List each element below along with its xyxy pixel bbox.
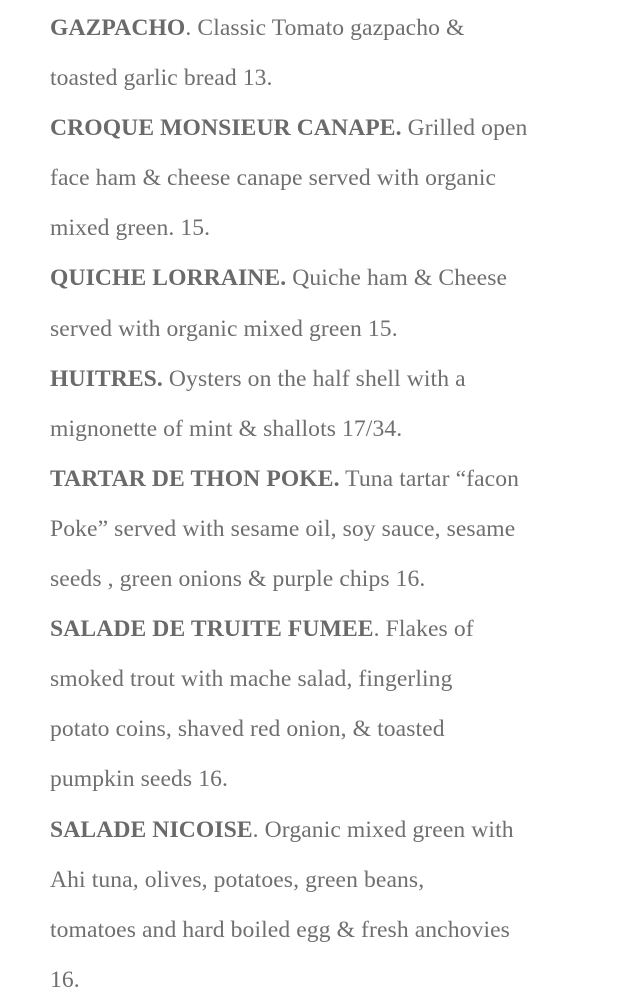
menu-item-description: Oysters on the half shell with a xyxy=(162,365,466,392)
menu-item-description: potato coins, shaved red onion, & toasted xyxy=(50,716,445,743)
menu-item-name: CROQUE MONSIEUR CANAPE. xyxy=(50,115,402,142)
menu-item-description: Ahi tuna, olives, potatoes, green beans, xyxy=(50,866,425,893)
menu-item-name: SALADE NICOISE xyxy=(50,816,253,843)
menu-item-name: QUICHE LORRAINE. xyxy=(50,265,287,292)
menu-item-description: . Flakes of xyxy=(373,616,474,643)
menu-item-name: TARTAR DE THON POKE. xyxy=(50,465,340,492)
menu-item-description: . Organic mixed green with xyxy=(252,816,514,843)
menu-item-description: mixed green. 15. xyxy=(50,215,211,242)
menu-item-description: . Classic Tomato gazpacho & xyxy=(185,15,465,41)
menu-item-description: 16. xyxy=(50,966,80,993)
menu-item-name: GAZPACHO xyxy=(50,15,186,41)
menu-item-description: seeds , green onions & purple chips 16. xyxy=(50,566,426,593)
menu-item-name: SALADE DE TRUITE FUMEE xyxy=(50,616,374,643)
menu-item-huitres xyxy=(50,354,610,454)
menu-item-croque-monsieur-canape xyxy=(50,103,610,253)
menu-item-description: served with organic mixed green 15. xyxy=(50,315,398,342)
menu-item-salade-nicoise xyxy=(50,805,610,1005)
menu-item-description: tomatoes and hard boiled egg & fresh anchovies xyxy=(50,916,510,943)
menu-item-salade-de-truite-fumee xyxy=(50,604,610,804)
menu-item-description: Poke” served with sesame oil, soy sauce, sesame xyxy=(50,515,516,542)
menu-list xyxy=(50,3,610,1005)
menu-item-name: HUITRES. xyxy=(50,365,163,392)
menu-item-description: Grilled open xyxy=(401,115,528,142)
menu-item-description: smoked trout with mache salad, fingerling xyxy=(50,666,453,693)
menu-item-description: Tuna tartar “facon xyxy=(339,465,520,492)
menu-item-tartar-de-thon-poke xyxy=(50,454,610,604)
menu-item-description: face ham & cheese canape served with organic xyxy=(50,165,497,192)
menu-item-description: pumpkin seeds 16. xyxy=(50,766,228,793)
menu-item-description: toasted garlic bread 13. xyxy=(50,65,273,92)
menu-item-gazpacho xyxy=(50,3,610,103)
menu-item-quiche-lorraine xyxy=(50,253,610,353)
menu-item-description: mignonette of mint & shallots 17/34. xyxy=(50,415,403,442)
menu-item-description: Quiche ham & Cheese xyxy=(286,265,508,292)
